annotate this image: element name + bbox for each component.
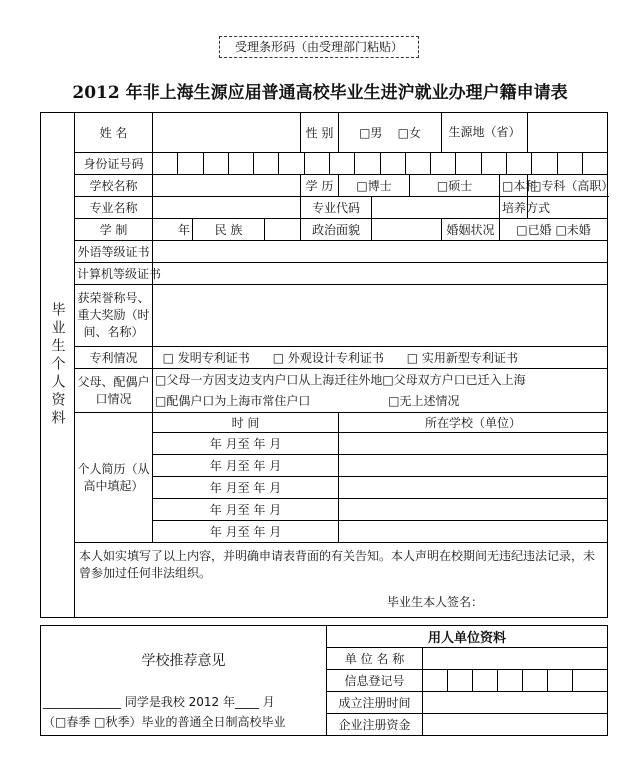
time-header: 时 间: [153, 413, 339, 433]
recommend-cell: [41, 626, 327, 736]
section-side-label: 毕业生个人资料: [41, 113, 75, 618]
origin-label: 生源地（省）: [442, 113, 528, 153]
major-code-field[interactable]: [372, 197, 500, 219]
resume-school-field[interactable]: [339, 521, 608, 543]
id-number-label: 身份证号码: [75, 153, 153, 175]
resume-label: 个人简历（从高中填起）: [75, 413, 153, 543]
computer-label: 计算机等级证书: [75, 263, 153, 285]
id-number-field[interactable]: [153, 153, 608, 175]
resume-period[interactable]: 年 月至 年 月: [153, 433, 339, 455]
major-code-label: 专业代码: [301, 197, 372, 219]
honors-field[interactable]: [153, 285, 608, 347]
patent-options[interactable]: [153, 347, 608, 369]
hukou-opt4-checkbox[interactable]: □无上述情况: [388, 393, 460, 408]
politics-field[interactable]: [372, 219, 442, 241]
est-time-label: 成立注册时间: [327, 692, 423, 714]
nation-field[interactable]: [265, 219, 301, 241]
training-label: 培养方式: [500, 197, 528, 219]
hukou-options[interactable]: [153, 369, 608, 413]
computer-field[interactable]: [153, 263, 608, 285]
origin-field[interactable]: [528, 113, 608, 153]
master-checkbox[interactable]: □硕士: [410, 175, 500, 197]
bachelor-checkbox[interactable]: □本科: [500, 175, 528, 197]
form-title: 2012 年非上海生源应届普通高校毕业生进沪就业办理户籍申请表: [72, 83, 568, 103]
reg-code-label: 信息登记号: [327, 670, 423, 692]
male-checkbox[interactable]: □男: [359, 126, 383, 140]
patent-invention-checkbox[interactable]: □ 发明专利证书: [162, 351, 250, 365]
unit-name-field[interactable]: [423, 648, 608, 670]
reg-code-box[interactable]: [548, 670, 573, 692]
applicant-table: [40, 112, 614, 618]
marital-options[interactable]: [500, 219, 608, 241]
nation-label: 民 族: [193, 219, 265, 241]
reg-code-box[interactable]: [523, 670, 548, 692]
reg-code-box[interactable]: [473, 670, 498, 692]
marital-label: 婚姻状况: [442, 219, 500, 241]
unmarried-checkbox[interactable]: □未婚: [555, 223, 591, 237]
major-label: 专业名称: [75, 197, 153, 219]
declaration-text: 本人如实填写了以上内容，并明确申请表背面的有关告知。本人声明在校期间无违纪违法记录，未曾参加过任何非法组织。: [79, 549, 596, 580]
resume-period[interactable]: 年 月至 年 月: [153, 455, 339, 477]
school-at-header: 所在学校（单位）: [339, 413, 608, 433]
reg-code-box[interactable]: [448, 670, 473, 692]
schooling-year[interactable]: 年: [153, 219, 193, 241]
resume-period[interactable]: 年 月至 年 月: [153, 521, 339, 543]
phd-checkbox[interactable]: □博士: [339, 175, 410, 197]
gender-options[interactable]: [339, 113, 442, 153]
recommend-line2[interactable]: （□春季 □秋季）毕业的普通全日制高校毕业: [43, 715, 286, 729]
resume-school-field[interactable]: [339, 455, 608, 477]
female-checkbox[interactable]: □女: [397, 126, 422, 140]
school-field[interactable]: [153, 175, 301, 197]
patent-utility-checkbox[interactable]: □ 实用新型专利证书: [406, 351, 518, 365]
capital-field[interactable]: [423, 714, 608, 736]
unit-name-label: 单 位 名 称: [327, 648, 423, 670]
gender-label: 性 别: [301, 113, 339, 153]
degree-label: 学 历: [301, 175, 339, 197]
honors-label: 获荣誉称号、重大奖励（时间、名称）: [75, 285, 153, 347]
married-checkbox[interactable]: □已婚: [516, 223, 552, 237]
resume-period[interactable]: 年 月至 年 月: [153, 477, 339, 499]
major-field[interactable]: [153, 197, 301, 219]
foreign-lang-field[interactable]: [153, 241, 608, 263]
recommend-line1[interactable]: _____________ 同学是我校 2012 年____ 月: [43, 695, 275, 709]
reg-code-box[interactable]: [498, 670, 523, 692]
hukou-opt2-checkbox[interactable]: □父母双方户口已迁入上海: [382, 372, 526, 387]
resume-school-field[interactable]: [339, 433, 608, 455]
hukou-opt1-checkbox[interactable]: □父母一方因支边支内户口从上海迁往外地: [155, 372, 383, 387]
declaration-cell: [75, 543, 608, 618]
resume-school-field[interactable]: [339, 499, 608, 521]
employer-title: 用人单位资料: [327, 626, 608, 648]
signature-label: 毕业生本人签名：: [387, 595, 484, 609]
reg-code-box[interactable]: [423, 670, 448, 692]
hukou-opt3-checkbox[interactable]: □配偶户口为上海市常住户口: [155, 393, 311, 408]
politics-label: 政治面貌: [301, 219, 372, 241]
school-label: 学校名称: [75, 175, 153, 197]
foreign-lang-label: 外语等级证书: [75, 241, 153, 263]
est-time-field[interactable]: [423, 692, 608, 714]
reg-code-box[interactable]: [573, 670, 608, 692]
resume-school-field[interactable]: [339, 477, 608, 499]
resume-period[interactable]: 年 月至 年 月: [153, 499, 339, 521]
hukou-label: 父母、配偶户口情况: [75, 369, 153, 413]
recommend-title: 学校推荐意见: [141, 653, 226, 669]
bottom-table: [40, 625, 608, 736]
college-checkbox[interactable]: □专科（高职）: [528, 175, 608, 197]
name-field[interactable]: [153, 113, 301, 153]
barcode-area: 受理条形码（由受理部门粘贴）: [219, 36, 419, 58]
schooling-label: 学 制: [75, 219, 153, 241]
name-label: 姓 名: [75, 113, 153, 153]
patent-design-checkbox[interactable]: □ 外观设计专利证书: [272, 351, 384, 365]
patent-label: 专利情况: [75, 347, 153, 369]
capital-label: 企业注册资金: [327, 714, 423, 736]
